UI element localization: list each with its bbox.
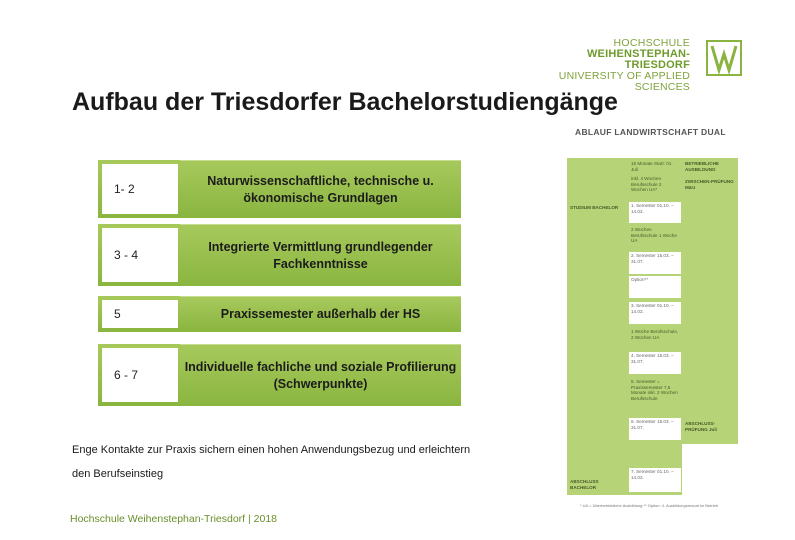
footer-text: Hochschule Weihenstephan-Triesdorf | 2018 xyxy=(70,513,278,525)
page-title: Aufbau der Triesdorfer Bachelorstudiengänge xyxy=(72,88,618,116)
schedule-cell: 6. Semester 15.03. – 31.07. xyxy=(629,418,681,440)
schedule-title: ABLAUF LANDWIRTSCHAFT DUAL xyxy=(575,127,726,137)
schedule-left-bottom: ABSCHLUSS BACHELOR xyxy=(570,479,599,490)
logo-text xyxy=(552,38,690,93)
logo-line3: UNIVERSITY OF APPLIED SCIENCES xyxy=(558,70,690,93)
schedule-cell: 2. Semester 15.03. – 31.07. xyxy=(629,252,681,274)
row-number: 3 - 4 xyxy=(114,248,139,262)
row-text: Integrierte Vermittlung grundlegender Fachkenntnisse xyxy=(180,224,461,286)
row-number: 5 xyxy=(114,307,121,321)
university-logo xyxy=(552,37,742,93)
logo-mark-icon xyxy=(706,40,742,76)
schedule-cell: 4. Semester 15.03. – 31.07. xyxy=(629,352,681,374)
schedule-cell: 1. Semester 01.10. – 14.02. xyxy=(629,202,681,223)
logo-line2: WEIHENSTEPHAN-TRIESDORF xyxy=(586,48,690,71)
schedule-right-mid: ZWISCHEN-PRÜFUNG März xyxy=(685,179,734,190)
schedule-left-top: STUDIUM BACHELOR xyxy=(570,205,619,210)
logo-line1: HOCHSCHULE xyxy=(613,37,690,49)
schedule-cell: 3. Semester 01.10. – 14.02. xyxy=(629,302,681,324)
schedule-cell: Option** xyxy=(629,276,681,298)
row-number: 6 - 7 xyxy=(114,368,139,382)
row-text: Praxissemester außerhalb der HS xyxy=(180,296,461,332)
schedule-cell: inkl. 4 Wochen Berufsschule 2 Wochen UA* xyxy=(631,176,662,193)
schedule-footnote: * UA = Überbetriebliche Ausbildung ** Option: 4. Ausbildungsmonat im Betrieb xyxy=(580,503,718,508)
schedule-cell: 5. Semester = Praxissemester 7,5 Monate inkl. 2 Wochen Berufsschule xyxy=(631,379,678,401)
schedule-right-bottom: ABSCHLUSS-PRÜFUNG Juli xyxy=(685,421,717,432)
schedule-cell: 15 Monate Start: 01. Juli xyxy=(631,161,673,172)
row-text: Naturwissenschaftliche, technische u. ökonomische Grundlagen xyxy=(180,160,461,218)
schedule-cell: 2 Wochen Berufsschule 1 Woche UA xyxy=(631,227,677,244)
schedule-right-column xyxy=(682,158,738,444)
row-text: Individuelle fachliche und soziale Profilierung (Schwerpunkte) xyxy=(180,344,461,406)
row-number: 1- 2 xyxy=(114,182,135,196)
body-text-line1: Enge Kontakte zur Praxis sichern einen hohen Anwendungsbezug und erleichtern xyxy=(72,444,471,456)
schedule-cell: 1 Woche Berufsschule, 2 Wochen UA xyxy=(631,329,679,340)
schedule-cell: 7. Semester 01.10. – 14.02. xyxy=(629,468,681,492)
schedule-right-top: BETRIEBLICHE AUSBILDUNG xyxy=(685,161,719,172)
body-text-line2: den Berufseinstieg xyxy=(72,468,164,480)
